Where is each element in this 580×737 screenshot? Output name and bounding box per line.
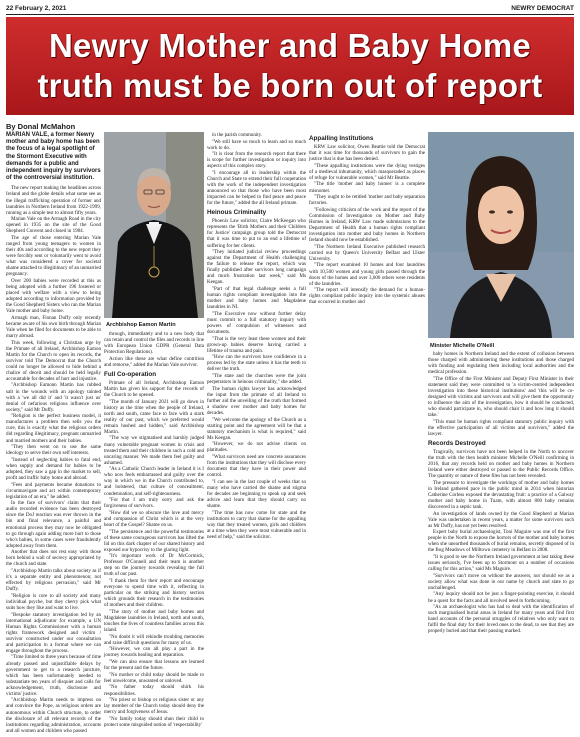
article-column-5	[428, 351, 574, 635]
masthead	[6, 2, 574, 14]
paragraph: Tragically, survivors have not been helped in the North to uncover the truth with the then health minister Michelle O'Neill confirming in 2016, that any records held on mother and baby homes in Northern Ireland were either destroyed or passed to the Public Records Office. The quantity or nature of these files has not been revealed.	[428, 448, 574, 480]
paragraph: "What survivors need are concrete assurances from the institutions that they will disclose every document that they have in their power and control.	[207, 454, 306, 479]
paragraph: "How can the survivors have confidence in a process led by the state unless it has the teeth to deliver the truth.	[207, 354, 306, 373]
paragraph: "Instead of neglecting babies to fatal end, when supply and demand for babies to be adopted, they saw a gap in the market to sell, profit and traffic baby home and abroad.	[6, 456, 101, 481]
paragraph: "Archbishop Martin needs to impress on and convince the Pope, as religious orders are autonomous within Church structure, to order the disclosure of all relevant records of the institutions regarding administration, accounts and all women and children who passed	[6, 697, 101, 734]
paragraph: "As a Catholic Church leader in Ireland it is I who now feels embarrassed and guilty over the way in which we in the Church contributed to, and bolstered, that culture of concealment, condemnation, and self-righteousness.	[104, 466, 204, 497]
paragraph: "This must be human rights compliant statutory public inquiry with the effective participation of all victims and survivors," added the lawyer.	[428, 418, 574, 437]
subhead-heinous-criminality: Heinous Criminality	[207, 209, 267, 217]
column-5-body	[428, 351, 574, 437]
paragraph: Phoenix Law solicitor, Claire McKeegan who represents the 'Birth Mothers and their Children for Justice' campaign group told the Democrat that it was time to put to an end a lifetime of suffering for her clients.	[207, 218, 306, 249]
paragraph: "The month of January 2021 will go down in history as the time when the people of Ireland, north and south, came face to face with a stark reality of our past, which we preferred would remain hushed and hidden," said Archbishop Martin.	[104, 398, 204, 435]
paragraph: "It is clear from the research report that there is scope for further investigation or inquiry into aspects of this complex story.	[207, 151, 306, 170]
paragraph: Marian Vale on the Armagh Road in the city opened in 1935 on the site of the Good Shepherd Convent and closed in 1984.	[6, 216, 101, 235]
paragraph: "As an archaeologist who has had to deal with the identification of such marginalised burial areas in Ireland for many years and find first hand accounts of the personal struggles of relatives who only want to fulfil the final duty for their loved ones to the dead, to see that they are properly buried and that their passing marked.	[428, 604, 574, 635]
paragraph: "I can see in the last couple of weeks that so many who have carried the shame and stigma for decades are beginning to speak up and seek advice and learn that they should carry no shame.	[207, 478, 306, 510]
column-3-body	[207, 132, 306, 206]
paragraph: "Part of that legal challenge seeks a full human rights compliant investigation into the mother and baby homes and Magdalene laundries in NI.	[207, 286, 306, 311]
paragraph: "These appalling institutions were the dying vestiges of a medieval inhumanity, which masqueraded as places of refuge for vulnerable women," said Mr Beattie.	[309, 162, 425, 181]
lede: MARIAN VALE, a former Newry mother and baby home has been the focus of a legal spotlight of the Stormont Executive with demands for a public and independent inquiry by survivors of the controversial institution.	[6, 132, 101, 182]
paragraph: "Religion is the perfect business model, it manufactures a problem then sells you the cure, this is exactly what the religious orders did regarding illegitimacy, pregnant unmarried and married mothers and their babies.	[6, 413, 101, 444]
subhead-full-cooperation: Full Co-operation	[104, 370, 157, 378]
paragraph: "Bespoke statutory investigation led by an international adjudicator for example, a UN Human Rights Commissioner with a human rights framework designed and victim / survivor constructed under our consultation and participation in a format where we can engage throughout the process.	[6, 611, 101, 654]
paragraph: Armagh man, Fionan Duffy only recently became aware of his own birth through Marian Vale when he filed for documents to be able to marry abroad.	[6, 314, 101, 339]
paragraph: baby homes in Northern Ireland and the extent of collusion between those charged with administering these institutions and those charged with funding and regulating them including local authorities and the medical profession.	[428, 351, 574, 376]
subhead-records-destroyed: Records Destroyed	[428, 439, 486, 447]
paragraph: "That is the very least these women and their grown-up babies deserve having carried a lifetime of trauma and pain.	[207, 335, 306, 354]
paragraph: "Archbishop Eamonn Martin has rubbed salt in the wounds with an apology tainted with a 'we all did it' and 'it wasn't just us' denial of nefarious religious influence over society," said Mr Duffy.	[6, 382, 101, 413]
paragraph: "I encourage all in leadership within the Church and State to extend their full cooperation with the work of the independent investigation announced so that those who have been most impacted can be helped to find peace and peace for the future," added the all Ireland primate.	[207, 170, 306, 207]
paragraph: "The report will intensify the demand for a human-rights compliant public inquiry into the systemic abuses that occurred in mother and	[309, 287, 425, 306]
archbishop-caption: Archbishop Eamon Martin	[106, 322, 176, 328]
paragraph: "We still have so much to learn and so much work to do.	[207, 138, 306, 151]
paragraph: "I thank them for their report and encourage everyone to spend time with it, reflecting in particular on the striking and history section which grounds their research in the testimonies of mothers and their children.	[104, 578, 204, 609]
paragraph: The new report making the headlines across Ireland and the globe details what some see as the illegal trafficking operation of former and laundries in Northern Ireland from 1922-1999, running as a simple test to almost fifty years.	[6, 185, 101, 216]
subhead-appalling-institutions: Appalling Institutions	[309, 135, 374, 142]
paragraph: "Fees and payments became donations to circumnavigate and act within contemporary legislation of an era," he added.	[6, 481, 101, 500]
paragraph: Primate of all Ireland, Archbishop Eamon Martin has given his support for the records of the Church to be opened.	[104, 379, 204, 398]
paragraph: "No family today should shun their child to protect some misguided notion of 'respectability'	[104, 715, 204, 728]
paragraph: "How did we so obscure the love and mercy and compassion of Christ which is at the very heart of the Gospel? Shame on us.	[104, 509, 204, 528]
paragraph: in the parish community.	[212, 132, 263, 138]
paragraph: "The Executive now without further delay must commit to a full statutory inquiry with powers of compulsion of witnesses and documents.	[207, 310, 306, 335]
paragraph: Action like these are what define contrition and remorse," added the Marian Vale survivor.	[104, 355, 204, 368]
column-3-body-b	[207, 218, 306, 540]
paragraph: "No father today should shirk his responsibilities.	[104, 684, 204, 697]
paragraph: "The time has now come for state and the institutions to carry that shame for the appalling way that they treated women, girls and children at a time when they were most vulnerable and in need of help," said the solicitor.	[207, 509, 306, 540]
paragraph: Expert baby burial archaeologist, Toni Maguire was one of the first people in the North to expose the horrors of the mother and baby homes when she unearthed thousands of burial remains, secretly disposed of in the Bog Meadows of Milltown cemetery in Belfast in 2008.	[428, 529, 574, 554]
paragraph: "No priest or bishop or religious sister or any lay member of the Church today should deny the mercy and forgiveness of Jesus.	[104, 697, 204, 716]
article-column-1	[6, 132, 101, 734]
paragraph: KRW Law solicitor, Owen Beattie told the Democrat that it was time for thousands of survivors to gain the justice that is due has been denied.	[309, 144, 425, 163]
minister-caption: Minister Michelle O'Neill	[430, 343, 495, 349]
byline: By Donal McMahon	[6, 122, 76, 131]
paragraph: "It is good to see the Northern Ireland government at last taking these issues seriously, I've been up to Stormont on a number of occasions calling for this action," said Ms Maguire.	[428, 554, 574, 573]
paragraph: "No doubt it will rekindle troubling memories and raise difficult questions for many of us.	[104, 633, 204, 646]
paragraph: "Any inquiry should not be just a finger-pointing exercise, it should be a quest for the facts and all involved need to forthcoming.	[428, 591, 574, 604]
paragraph: The human rights lawyer has acknowledged the input from the primate of all Ireland to further aid the unveiling of the truth that formed a shadow over mother and baby homes for decades.	[207, 385, 306, 416]
column-1-body	[6, 185, 101, 733]
paragraph: "They then went on to use the same ideology to serve their own self interests.	[6, 444, 101, 457]
paragraph: Another that does not rest easy with those born behind a wall of secrecy appropriated by the church and state.	[6, 549, 101, 568]
paragraph: "The Office of the First Minister and Deputy First Minister in their statement said they were committed to 'a victim-centred independent investigation into these historical institutions' and 'this will be co-designed with victims and survivors and will give them the opportunity to influence the aim of the investigation, how it should be conducted, who should participate in, who should chair it and how long it should take.'	[428, 375, 574, 419]
paragraph: through, immediately and to a new body that can retain and control the files and records in line with European Union GDPR (General Data Protection Regulations).	[104, 331, 204, 356]
paragraph: "However, we can all play a part in the journey towards healing and reparation.	[104, 646, 204, 659]
paragraph: "Religion is core to all society and many individual psyche, but they cherry pick what suits how they like and want to live.	[6, 592, 101, 611]
issue-date: 22 February 2, 2021	[6, 4, 67, 12]
article-column-4	[309, 132, 425, 306]
paragraph: "We can also ensure that lessons are learned for the present and the future.	[104, 659, 204, 672]
paragraph: Over 200 babies were recorded at this as being adopted with a further 196 fostered or placed with welfare with a view to being adopted according to information provided by the Good Shepherd Sisters who ran the Marian Vale mother and baby home.	[6, 277, 101, 315]
paragraph: "It's important work of Dr McCormick, Professor O'Connell and their team is another step on the journey towards revealing the full truth of our past.	[104, 553, 204, 578]
paragraph: "Archbishop Martin talks about society as if it's a separate entity and phenomenon; not effected by religious pervasion," said Mr Duffy.	[6, 568, 101, 593]
paragraph: "We welcome the apology of the Church as a starting point and the agreement will be that a statutory mechanism is what is required," said Ms Keegan.	[207, 416, 306, 441]
column-5-body-b	[428, 449, 574, 635]
paragraph: "The report examined 10 homes and four laundries with 10,500 women and young girls passed through the doors of the homes and over 3,000 others were residents of the laundries.	[309, 262, 425, 287]
paragraph: "Survivors can't move on without the answers, nor should we as a society allow what was done in our name by church and state to go unchallenged.	[428, 572, 574, 591]
column-2-body	[104, 331, 204, 368]
paragraph: "For that I am truly sorry and ask the forgiveness of survivors.	[104, 497, 204, 510]
masthead-rule	[6, 14, 574, 15]
paragraph: "Time limited to three years because of time already passed and unjustifiable delays by government to get to a research juncture, which has been unfortunately needed to substantiate ten years of disquiet and calls for acknowledgement, truth, disclosure and victims' justice.	[6, 654, 101, 697]
paragraph: "They ought to be retitled 'mother and baby separation factories.	[309, 194, 425, 207]
headline-line-2: truth must be born out of report	[37, 67, 543, 104]
paragraph: This week, following a Christian urge by the Primate of all Ireland, Archbishop Eamon Martin for the Church to open its records, the survivor told The Democrat that the Church could no longer be allowed to hide behind a chalice of deceit and should be held legally accountable for decades of hurt and injustice.	[6, 339, 101, 382]
paragraph: In the face of survivors' claim that their audio recorded evidence has been destroyed since the DoJ reaction was ever thrown in the bin and final relevance, a painful and emotional process they may now be obligated to go through again adding more hurt to those who's babies, in some cases were fraudulently adopted away from them.	[6, 500, 101, 549]
paragraph: The age of those entering Marian Vale ranged from young teenagers to women in their 40s and according to the new report they were forcibly sent or voluntarily went to avoid what was considered a cover for societal shame attached to illegitimacy of an unmarried pregnancy.	[6, 234, 102, 278]
headline-banner	[6, 17, 574, 115]
headline-line-1: Newry Mother and Baby Home	[49, 27, 531, 64]
minister-photo	[428, 132, 574, 338]
column-2-body-b	[104, 380, 204, 728]
paragraph: "The state and the churches were the joint perpetrators in heinous criminality," she added.	[207, 373, 306, 386]
paragraph: "The Northern Ireland Executive published research carried out by Queen's University Belfast and Ulster University.	[309, 243, 425, 262]
column-4-body	[309, 144, 425, 305]
paragraph: "The story of mother and baby homes and Magdalene laundries in Ireland, north and south, touches the lives of countless families across this island.	[104, 608, 204, 634]
paragraph: "Following criticism of the work and the report of the Commission of Investigation on Mother and Baby Homes in Ireland, KRW Law made submissions to the Department of Health that a human rights compliant investigation into mother and baby homes in Northern Ireland should now be established.	[309, 206, 425, 244]
paragraph: An investigation of lands owned by the Good Shepherd at Marian Vale was undertaken in recent years, a matter for some survivors such as Mr Duffy, has not yet been resolved.	[428, 510, 574, 529]
article-column-2	[104, 331, 204, 729]
paragraph: "No mother or child today should be made to feel unwelcome, unwanted or unloved.	[104, 671, 204, 684]
paragraph: "The title 'mother and baby homes' is a complete misnomer.	[309, 181, 425, 194]
paragraph: "The persistence and the powerful testimonies of these same courageous survivors has lifted the lid on this dark chapter of our shared history and exposed our hypocrisy to the glaring light.	[104, 528, 204, 553]
paragraph: "However, we do not advise clients on platitudes.	[207, 441, 306, 454]
paragraph: The pressure to investigate the workings of mother and baby homes in Ireland gathered pace in the public mind in 2014 when historian Catherine Corless exposed the devastating fruit: a practice of a Galway mother and baby home in Tuam, with almost 800 baby remains discovered in a septic tank.	[428, 479, 574, 510]
archbishop-photo	[104, 132, 204, 318]
paragraph: "The way we stigmatised and harshly judged many vulnerable pregnant women in crisis and treated them and their children in such a cold and uncaring manner. We made them feel guilty and ashamed.	[104, 435, 204, 466]
paper-name: NEWRY DEMOCRAT	[511, 4, 574, 12]
article-column-3	[207, 132, 306, 541]
paragraph: "They initiated judicial review proceedings against the Department of Health challenging the failure to release the report, which was finally published after survivors long campaign and much frustration last week," said Ms Keegan.	[207, 249, 306, 286]
